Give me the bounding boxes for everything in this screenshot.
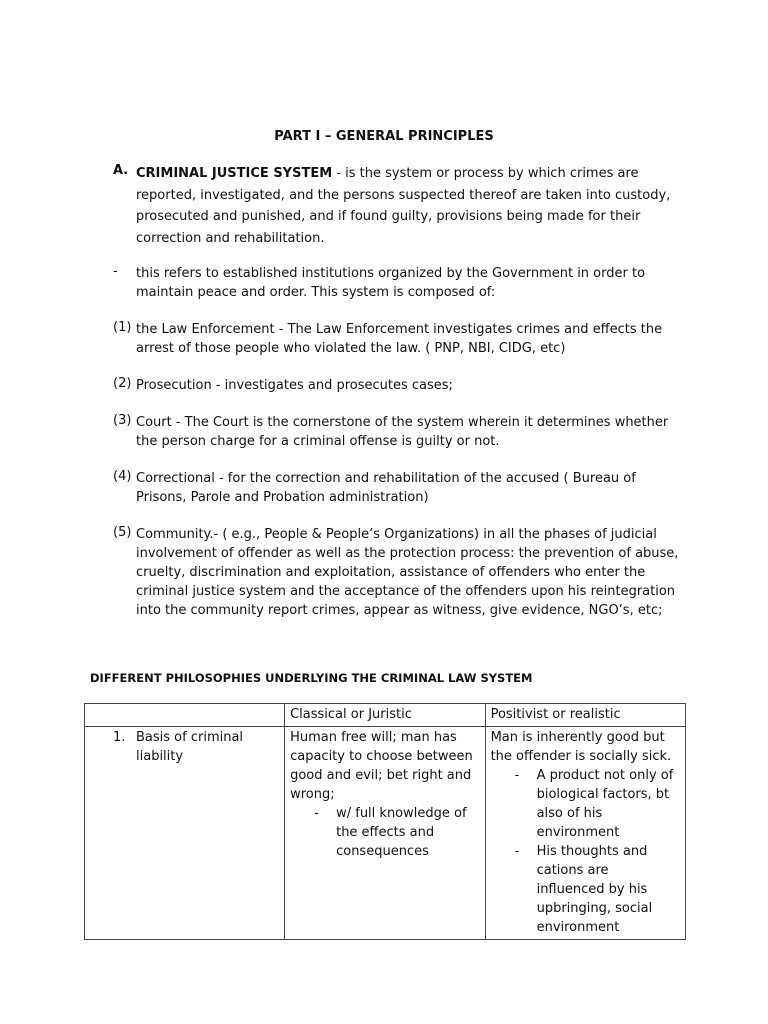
- table-header-empty: [85, 704, 285, 727]
- component-item: [113, 525, 683, 620]
- component-text: Correctional - for the correction and rehabilitation of the accused ( Bureau of Prisons, Parole and Probation administration): [136, 471, 636, 505]
- dash-bullet: -: [314, 806, 319, 821]
- component-marker: (4): [113, 469, 132, 484]
- component-text: the Law Enforcement - The Law Enforcement investigates crimes and effects the arrest of those people who violated the law. ( PNP, NBI, CIDG, etc): [136, 322, 663, 356]
- component-item: [113, 320, 683, 358]
- component-item: [113, 469, 683, 507]
- dash-bullet: -: [514, 844, 520, 859]
- component-item: [113, 376, 683, 395]
- component-text: Court - The Court is the cornerstone of the system wherein it determines whether the person charge for a criminal offense is guilty or not.: [136, 415, 669, 449]
- classical-cell: [285, 727, 485, 940]
- table-header-row: [85, 704, 686, 727]
- philosophies-table: [84, 703, 686, 940]
- dash-paragraph: [113, 264, 683, 302]
- section-a-heading: CRIMINAL JUSTICE SYSTEM: [136, 166, 333, 181]
- philosophies-heading: DIFFERENT PHILOSOPHIES UNDERLYING THE CRIMINAL LAW SYSTEM: [90, 671, 533, 685]
- list-item-text: His thoughts and cations are influenced by his upbringing, social environment: [536, 844, 653, 935]
- positivist-cell: [485, 727, 685, 940]
- row-number: 1.: [113, 730, 126, 745]
- component-marker: (1): [113, 320, 132, 335]
- section-a-label: A.: [113, 163, 129, 178]
- row-label: Basis of criminal liability: [136, 730, 244, 764]
- table-row: [85, 727, 686, 940]
- page-title: PART I – GENERAL PRINCIPLES: [274, 129, 494, 144]
- dash-paragraph-text: this refers to established institutions organized by the Government in order to maintain peace and order. This system is composed of:: [136, 266, 646, 300]
- dash-bullet: -: [514, 768, 520, 783]
- component-text: Prosecution - investigates and prosecutes cases;: [136, 378, 453, 393]
- component-marker: (2): [113, 376, 132, 391]
- component-item: [113, 413, 683, 451]
- section-a: [113, 163, 683, 249]
- table-header-classical: Classical or Juristic: [285, 704, 485, 727]
- list-item: [491, 766, 680, 842]
- section-a-text: [136, 163, 683, 249]
- section-a-definition: - is the system or process by which crimes are reported, investigated, and the persons suspected thereof are taken into custody, prosecuted and punished, and if found guilty, provisions being made for their correction and rehabilitation.: [136, 166, 671, 246]
- positivist-text: Man is inherently good but the offender is socially sick.: [490, 730, 672, 764]
- dash-marker: -: [113, 264, 118, 279]
- positivist-sublist: [491, 766, 680, 937]
- table-header-positivist: Positivist or realistic: [485, 704, 685, 727]
- list-item-text: w/ full knowledge of the effects and consequences: [336, 806, 467, 859]
- list-item: [290, 804, 479, 861]
- classical-text: Human free will; man has capacity to choose between good and evil; bet right and wrong;: [290, 730, 473, 802]
- row-label-cell: [85, 727, 285, 940]
- list-item-text: A product not only of biological factors, bt also of his environment: [536, 768, 674, 840]
- component-text: Community.- ( e.g., People & People’s Organizations) in all the phases of judicial involvement of offender as well as the protection process: the prevention of abuse, cruelty, discrimination and exploitation, assistance of offenders who enter the criminal justice system and the acceptance of the offenders upon his reintegration into the community report crimes, appear as witness, give evidence, NGO’s, etc;: [136, 527, 679, 618]
- component-marker: (5): [113, 525, 132, 540]
- list-item: [491, 842, 680, 937]
- component-marker: (3): [113, 413, 132, 428]
- classical-sublist: [290, 804, 479, 861]
